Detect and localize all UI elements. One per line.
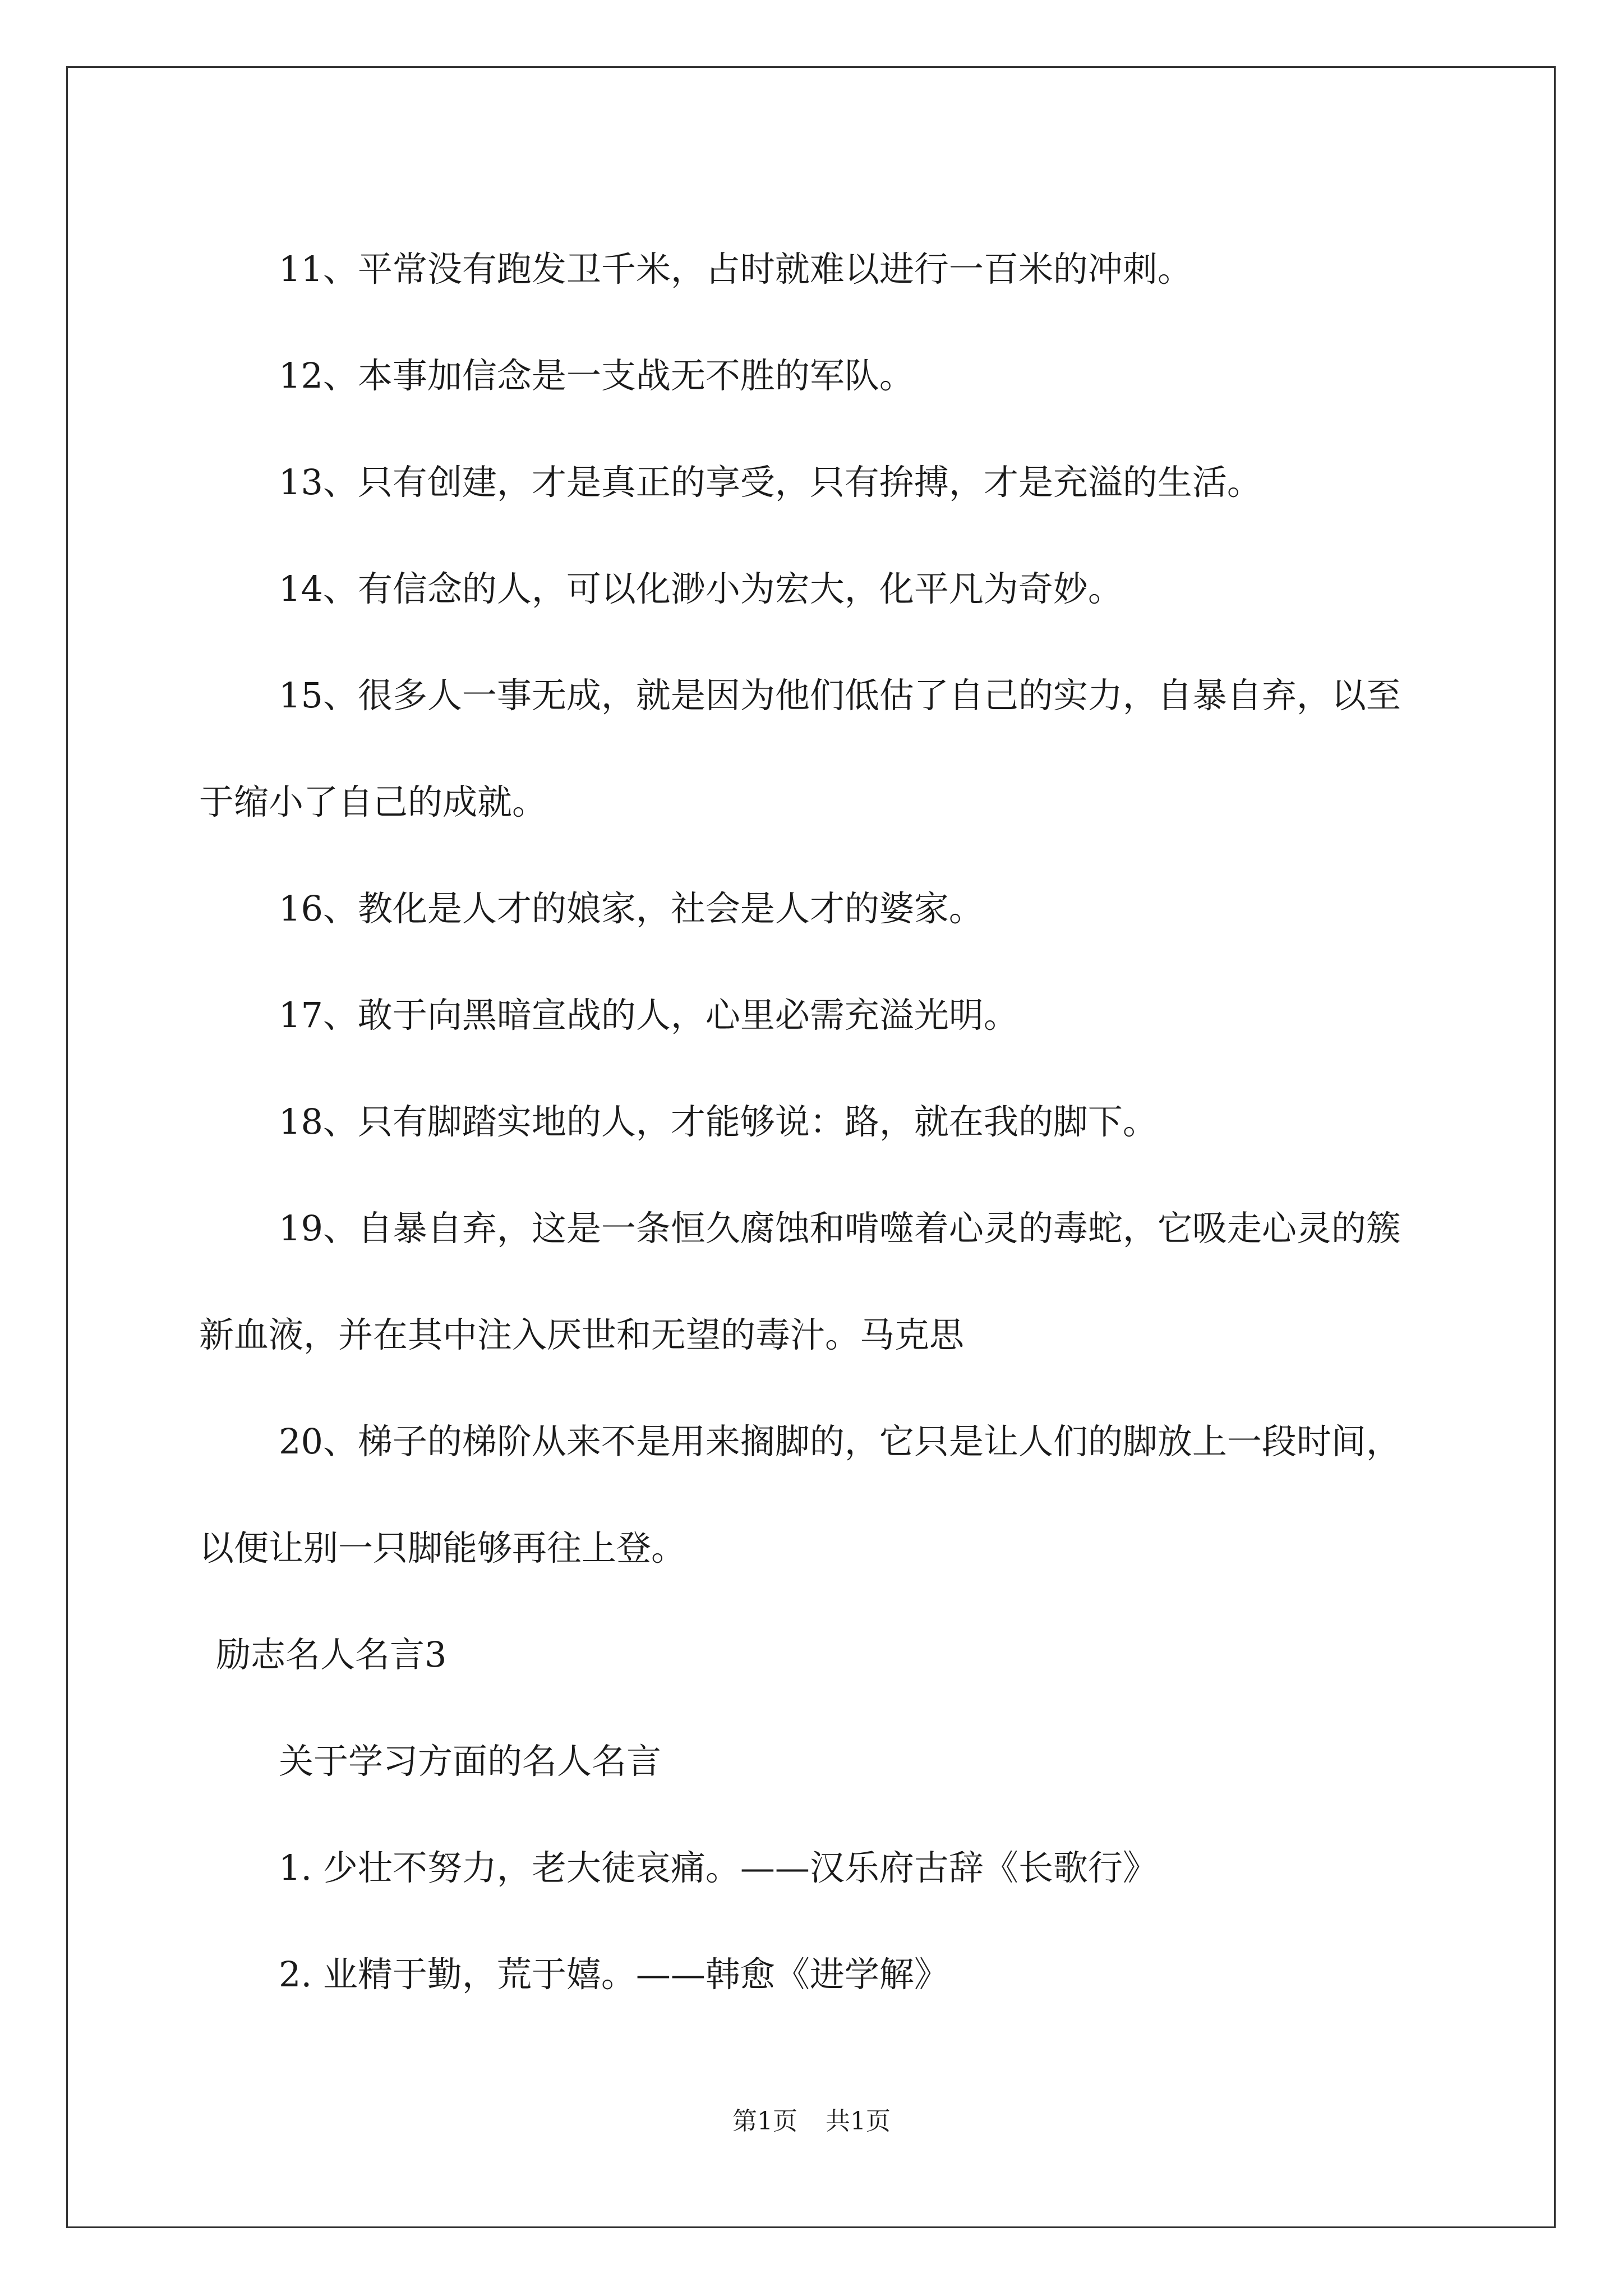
paragraph-19: 19、自暴自弃，这是一条恒久腐蚀和啃噬着心灵的毒蛇，它吸走心灵的簇新血液，并在其中注入厌世和无望的毒汁。马克思 (199, 1208, 1401, 1355)
subheading: 关于学习方面的名人名言 (279, 1741, 662, 1782)
paragraph-13: 13、只有创建，才是真正的享受，只有拚搏，才是充溢的生活。 (279, 462, 1262, 503)
quote-1: 1. 少壮不努力，老大徒哀痛。——汉乐府古辞《长歌行》 (279, 1847, 1158, 1888)
page-footer (0, 2101, 1623, 2137)
quote-2: 2. 业精于勤，荒于嬉。——韩愈《进学解》 (279, 1954, 949, 1995)
paragraph-11: 11、平常没有跑发卫千米，占时就难以进行一百米的冲刺。 (279, 249, 1192, 289)
paragraph-18: 18、只有脚踏实地的人，才能够说：路，就在我的脚下。 (279, 1101, 1158, 1142)
page-number-current: 第1页 (732, 2107, 797, 2136)
section-heading: 励志名人名言3 (216, 1634, 447, 1675)
document-body (199, 216, 1427, 2028)
paragraph-20: 20、梯子的梯阶从来不是用来搁脚的，它只是让人们的脚放上一段时间，以便让别一只脚能够再往上登。 (199, 1421, 1401, 1568)
page-number-total: 共1页 (826, 2107, 891, 2136)
paragraph-14: 14、有信念的人，可以化渺小为宏大，化平凡为奇妙。 (279, 568, 1123, 609)
paragraph-17: 17、敢于向黑暗宣战的人，心里必需充溢光明。 (279, 995, 1018, 1036)
paragraph-16: 16、教化是人才的娘家，社会是人才的婆家。 (279, 888, 984, 929)
paragraph-15: 15、很多人一事无成，就是因为他们低估了自己的实力，自暴自弃，以至于缩小了自己的成就。 (199, 675, 1401, 822)
paragraph-12: 12、本事加信念是一支战无不胜的军队。 (279, 355, 914, 396)
